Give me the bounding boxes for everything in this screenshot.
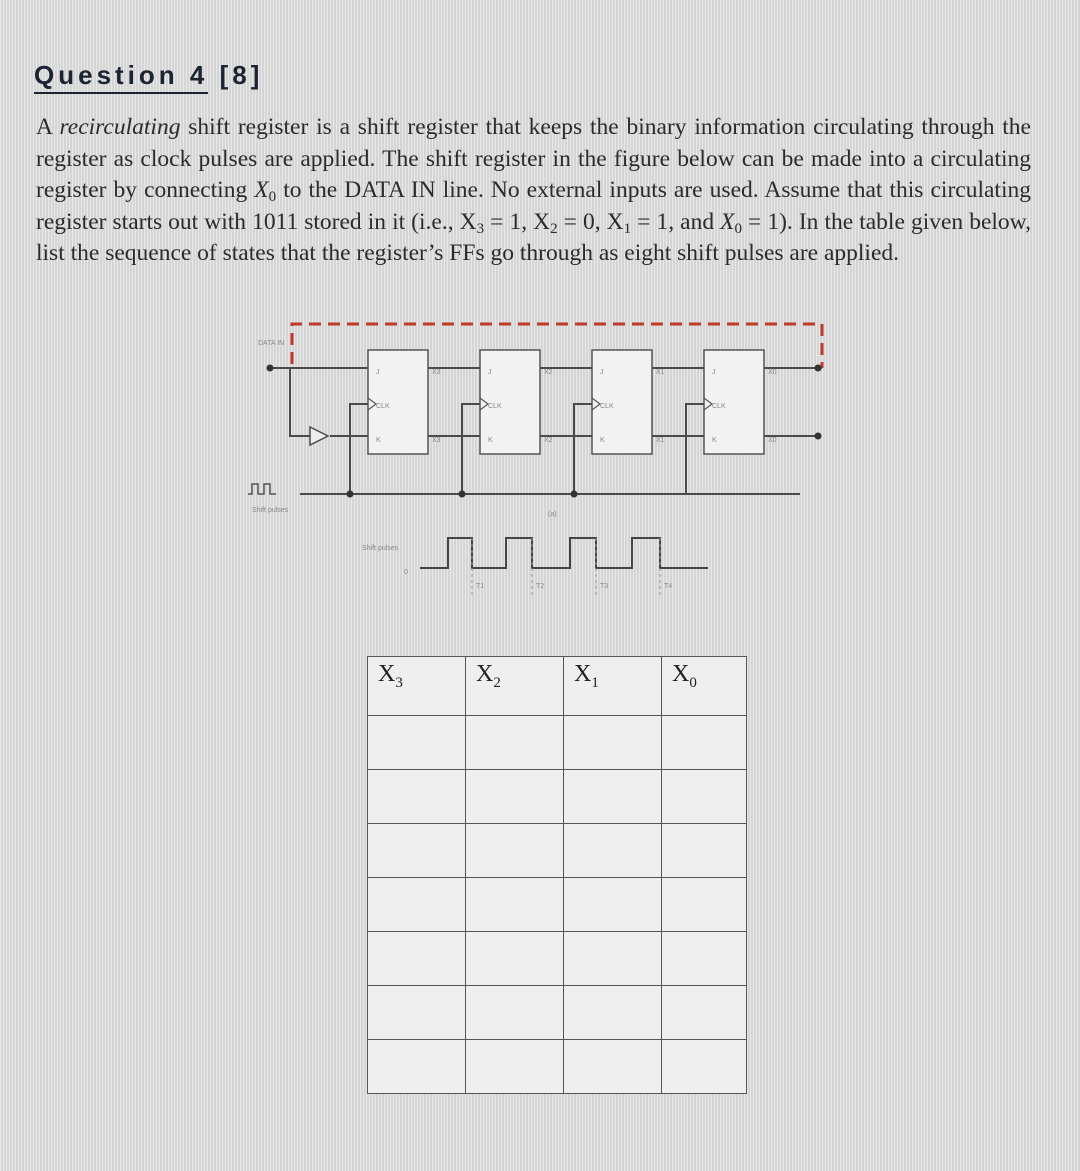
question-heading	[34, 60, 263, 91]
ff-j-label: J	[712, 369, 716, 376]
table-cell[interactable]	[368, 824, 466, 878]
table-cell[interactable]	[564, 1040, 662, 1094]
table-cell[interactable]	[564, 770, 662, 824]
header-x3: $X_3$	[368, 657, 466, 716]
table-row	[368, 878, 747, 932]
table-cell[interactable]	[564, 986, 662, 1040]
para-text: to the DATA IN line. No external inputs are used. Assume that this circulating register starts out with 1011 stored in it (i.e., X	[36, 177, 1031, 235]
time-label: T4	[664, 583, 673, 590]
question-paragraph	[36, 112, 1031, 270]
ff-clk-label: CLK	[600, 403, 614, 410]
ff-qbar-label: X0	[768, 437, 777, 444]
question-marks: [8]	[219, 60, 264, 90]
table-row	[368, 932, 747, 986]
para-sub: 3	[476, 220, 485, 237]
ff-clk-label: CLK	[712, 403, 726, 410]
table-row	[368, 824, 747, 878]
ff-k-label: K	[712, 437, 717, 444]
ff-q-label: X3	[432, 369, 441, 376]
table-cell[interactable]	[662, 932, 747, 986]
ff-qbar-label: X1	[656, 437, 665, 444]
junction	[815, 365, 822, 372]
table-cell[interactable]	[466, 1040, 564, 1094]
para-emphasis: recirculating	[59, 114, 181, 140]
table-row	[368, 770, 747, 824]
table-cell[interactable]	[662, 824, 747, 878]
ff-qbar-label: X2	[544, 437, 553, 444]
table-cell[interactable]	[466, 824, 564, 878]
time-label: T2	[536, 583, 545, 590]
ff-k-label: K	[600, 437, 605, 444]
para-text: A	[36, 114, 60, 140]
para-text: = 1, X	[484, 208, 551, 235]
table-cell[interactable]	[662, 878, 747, 932]
junction	[571, 491, 578, 498]
table-cell[interactable]	[466, 716, 564, 770]
table-cell[interactable]	[368, 986, 466, 1040]
flip-flop-x0	[704, 350, 777, 454]
header-x1: $X_1$	[564, 657, 662, 716]
table-row	[368, 986, 747, 1040]
table-row	[368, 1040, 747, 1094]
table-cell[interactable]	[466, 986, 564, 1040]
ff-j-label: J	[376, 369, 380, 376]
ff-clk-label: CLK	[488, 403, 502, 410]
table-cell[interactable]	[368, 1040, 466, 1094]
ff-q-label: X1	[656, 369, 665, 376]
table-cell[interactable]	[466, 878, 564, 932]
state-table	[367, 656, 747, 1094]
table-cell[interactable]	[662, 770, 747, 824]
pulse-icon	[248, 484, 276, 494]
table-row	[368, 716, 747, 770]
flip-flop-x3	[368, 350, 441, 454]
part-label: (a)	[548, 511, 557, 518]
table-cell[interactable]	[564, 878, 662, 932]
ff-q-label: X0	[768, 369, 777, 376]
table-cell[interactable]	[662, 716, 747, 770]
table-cell[interactable]	[368, 878, 466, 932]
header-x0: $X_0$	[662, 657, 747, 716]
junction	[459, 491, 466, 498]
shift-register-figure	[240, 312, 840, 612]
ff-clk-label: CLK	[376, 403, 390, 410]
table-cell[interactable]	[466, 770, 564, 824]
ff-q-label: X2	[544, 369, 553, 376]
shift-pulses-label: Shift pulses	[252, 507, 289, 514]
ff-k-label: K	[376, 437, 381, 444]
junction	[267, 365, 274, 372]
para-sub: 1	[623, 220, 632, 237]
wire	[290, 368, 310, 436]
table-cell[interactable]	[368, 932, 466, 986]
data-in-label: DATA IN	[258, 340, 285, 347]
question-title: Question 4	[34, 60, 208, 94]
table-cell[interactable]	[466, 932, 564, 986]
para-text: = 1). In the table given below, list the sequence of states that the register’s FFs go through as eight shift pulses are applied.	[36, 208, 1031, 266]
junction	[347, 491, 354, 498]
time-label: T1	[476, 583, 485, 590]
table-cell[interactable]	[564, 716, 662, 770]
para-sub: 0	[734, 220, 742, 237]
para-sub: 0	[268, 189, 277, 205]
time-label: T3	[600, 583, 609, 590]
inverter-icon	[310, 427, 328, 445]
para-var: X	[254, 177, 269, 203]
para-text: = 1, and	[631, 208, 721, 235]
table-cell[interactable]	[564, 824, 662, 878]
table-cell[interactable]	[368, 770, 466, 824]
table-cell[interactable]	[662, 986, 747, 1040]
junction	[815, 433, 822, 440]
zero-label: 0	[404, 569, 408, 576]
table-cell[interactable]	[564, 932, 662, 986]
header-x2: $X_2$	[466, 657, 564, 716]
table-cell[interactable]	[368, 716, 466, 770]
ff-j-label: J	[600, 369, 604, 376]
para-var: X	[720, 208, 735, 235]
ff-k-label: K	[488, 437, 493, 444]
para-text: shift register is a shift register that keeps the binary information circulating through the register as clock pulses are applied. The shift register in the figure below can be made into a circulating register by connecting	[36, 114, 1031, 203]
flip-flop-x1	[592, 350, 665, 454]
waveform-label: Shift pulses	[362, 545, 399, 552]
ff-j-label: J	[488, 369, 492, 376]
table-cell[interactable]	[662, 1040, 747, 1094]
ff-qbar-label: X3	[432, 437, 441, 444]
para-text: = 0, X	[557, 208, 624, 235]
flip-flop-x2	[480, 350, 553, 454]
para-sub: 2	[550, 220, 558, 237]
table-header-row	[368, 657, 747, 716]
clock-waveform	[420, 538, 708, 568]
